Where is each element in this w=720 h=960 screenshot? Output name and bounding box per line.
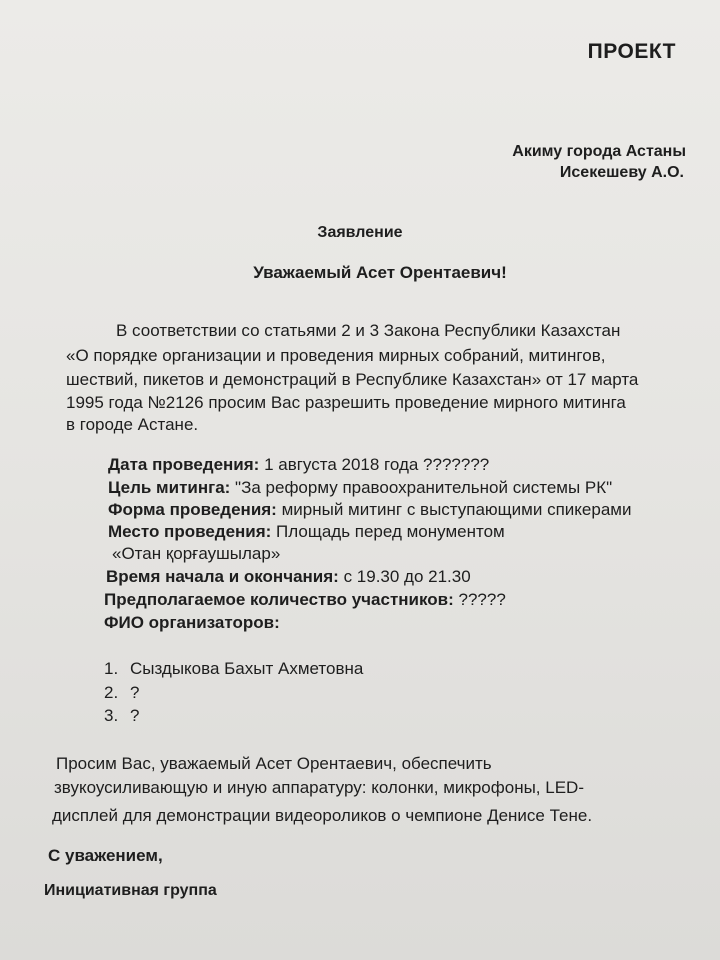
intro-line-1: В соответствии со статьями 2 и 3 Закона Республики Казахстан: [116, 321, 621, 340]
list-item-number: 2.: [104, 683, 119, 702]
list-item-number: 3.: [104, 706, 119, 725]
field-place-value: Площадь перед монументом: [271, 522, 505, 541]
field-date-value: 1 августа 2018 года ???????: [259, 455, 490, 474]
field-date: [108, 455, 489, 475]
field-goal-label: Цель митинга:: [108, 478, 231, 497]
field-place-value-2: «Отан қорғаушылар»: [112, 544, 281, 563]
signature-group: Инициативная группа: [44, 882, 217, 899]
field-time: [106, 567, 471, 587]
request-line-2: звукоусиливающую и иную аппаратуру: колонки, микрофоны, LED-: [54, 778, 584, 797]
list-item: [104, 706, 139, 726]
list-item-name: ?: [130, 706, 140, 725]
addressee-line-1: Акиму города Астаны: [512, 143, 686, 160]
closing-regards: С уважением,: [48, 846, 163, 865]
field-time-value: с 19.30 до 21.30: [338, 567, 471, 586]
addressee-line-2: Исекешеву А.О.: [559, 164, 684, 181]
field-count-value: ?????: [453, 590, 506, 609]
field-organizers-label: ФИО организаторов:: [104, 613, 280, 632]
field-time-label: Время начала и окончания:: [106, 567, 339, 586]
field-form: [108, 500, 631, 520]
list-item-name: Сыздыкова Бахыт Ахметовна: [130, 659, 364, 678]
document-title: Заявление: [317, 224, 403, 241]
intro-line-2: «О порядке организации и проведения мирных собраний, митингов,: [66, 346, 606, 365]
field-place-label: Место проведения:: [108, 522, 272, 541]
intro-line-4: 1995 года №2126 просим Вас разрешить проведение мирного митинга: [66, 393, 626, 412]
field-count-label: Предполагаемое количество участников:: [104, 590, 454, 609]
request-line-1: Просим Вас, уважаемый Асет Орентаевич, обеспечить: [56, 754, 492, 773]
intro-line-5: в городе Астане.: [66, 415, 199, 434]
field-date-label: Дата проведения:: [108, 455, 260, 474]
intro-line-3: шествий, пикетов и демонстраций в Республике Казахстан» от 17 марта: [66, 370, 639, 389]
field-place: [108, 522, 505, 542]
list-item-name: ?: [130, 683, 140, 702]
field-form-label: Форма проведения:: [108, 500, 277, 519]
field-goal-value: "За реформу правоохранительной системы РК": [230, 478, 613, 497]
list-item: [104, 659, 363, 679]
field-goal: [108, 478, 612, 498]
request-line-3: дисплей для демонстрации видеороликов о чемпионе Денисе Тене.: [52, 806, 593, 825]
greeting: Уважаемый Асет Орентаевич!: [253, 263, 507, 282]
list-item-number: 1.: [104, 659, 119, 678]
field-form-value: мирный митинг с выступающими спикерами: [276, 500, 632, 519]
field-count: [104, 590, 506, 610]
draft-label: ПРОЕКТ: [587, 40, 676, 63]
list-item: [104, 683, 139, 703]
